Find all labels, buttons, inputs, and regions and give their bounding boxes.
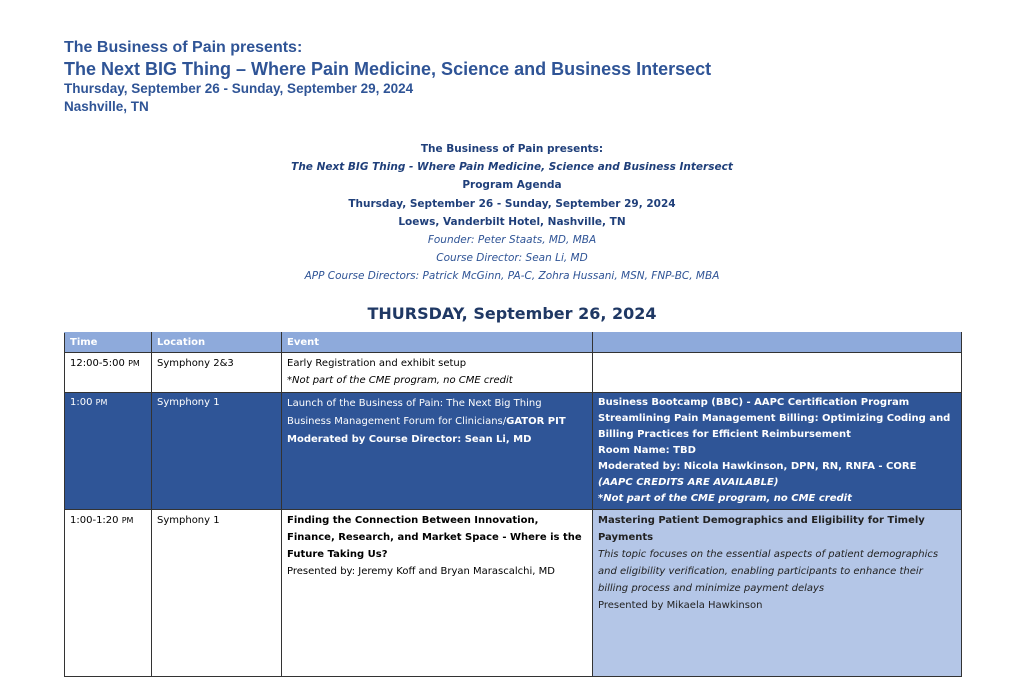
event-title: Launch of the Business of Pain: The Next Big Thing bbox=[287, 398, 542, 409]
header-event: Event bbox=[282, 333, 593, 353]
time-cell bbox=[65, 353, 152, 393]
header-location: Nashville, TN bbox=[64, 99, 149, 114]
document-header bbox=[64, 38, 711, 116]
event-cell bbox=[282, 393, 593, 510]
time-cell bbox=[65, 510, 152, 677]
agenda-dates: Thursday, September 26 - Sunday, September 29, 2024 bbox=[348, 197, 676, 210]
event-line bbox=[287, 413, 587, 431]
side-cell bbox=[593, 393, 962, 510]
event-title: Early Registration and exhibit setup bbox=[287, 358, 467, 369]
side-title: Business Bootcamp (BBC) - AAPC Certification Program Streamlining Pain Management Billing: Optimizing Coding and Billing Practices for Efficient Reimbursement bbox=[598, 397, 951, 440]
event-cell bbox=[282, 353, 593, 393]
side-presenter: Presented by Mikaela Hawkinson bbox=[598, 600, 763, 611]
event-presenters: Presented by: Jeremy Koff and Bryan Marascalchi, MD bbox=[287, 566, 555, 577]
header-location: Location bbox=[152, 333, 282, 353]
ampm-text: PM bbox=[128, 359, 140, 368]
header-time: Time bbox=[65, 333, 152, 353]
event-gator-pit: GATOR PIT bbox=[506, 416, 566, 427]
agenda-course-director: Course Director: Sean Li, MD bbox=[436, 252, 588, 265]
time-text: 1:00-1:20 bbox=[70, 515, 119, 526]
side-moderator: Moderated by: Nicola Hawkinson, DPN, RN, RNFA - CORE bbox=[598, 461, 917, 472]
header-presents: The Business of Pain presents: bbox=[64, 39, 303, 56]
side-cell bbox=[593, 510, 962, 677]
agenda-venue: Loews, Vanderbilt Hotel, Nashville, TN bbox=[398, 215, 626, 228]
event-note: *Not part of the CME program, no CME credit bbox=[287, 375, 513, 386]
time-text: 12:00-5:00 bbox=[70, 358, 125, 369]
agenda-founder: Founder: Peter Staats, MD, MBA bbox=[427, 234, 597, 247]
agenda-table bbox=[64, 332, 962, 677]
agenda-program: Program Agenda bbox=[462, 179, 562, 192]
header-blank bbox=[593, 333, 962, 353]
table-row bbox=[65, 353, 962, 393]
header-dates: Thursday, September 26 - Sunday, September 29, 2024 bbox=[64, 81, 414, 96]
agenda-app-directors: APP Course Directors: Patrick McGinn, PA-C, Zohra Hussani, MSN, FNP-BC, MBA bbox=[304, 270, 720, 283]
table-header-row bbox=[65, 333, 962, 353]
location-cell: Symphony 1 bbox=[152, 510, 282, 677]
table-row bbox=[65, 393, 962, 510]
event-title: Finding the Connection Between Innovation, Finance, Research, and Market Space - Where is the Future Taking Us? bbox=[287, 515, 582, 560]
side-description: This topic focuses on the essential aspects of patient demographics and eligibility verification, enabling participants to enhance their billing process and minimize payment delays bbox=[598, 549, 939, 594]
ampm-text: PM bbox=[95, 398, 108, 407]
location-cell: Symphony 2&3 bbox=[152, 353, 282, 393]
side-room: Room Name: TBD bbox=[598, 445, 696, 456]
agenda-presents: The Business of Pain presents: bbox=[420, 143, 604, 155]
time-cell bbox=[65, 393, 152, 510]
side-cell bbox=[593, 353, 962, 393]
agenda-block bbox=[0, 140, 1024, 286]
event-cell bbox=[282, 510, 593, 677]
side-credits: (AAPC CREDITS ARE AVAILABLE) bbox=[598, 477, 779, 488]
side-note: *Not part of the CME program, no CME credit bbox=[598, 493, 852, 504]
ampm-text: PM bbox=[121, 516, 134, 525]
agenda-title: The Next BIG Thing - Where Pain Medicine, Science and Business Intersect bbox=[291, 161, 733, 174]
table-row bbox=[65, 510, 962, 677]
event-forum: Business Management Forum for Clinicians/ bbox=[287, 416, 507, 427]
header-title: The Next BIG Thing – Where Pain Medicine, Science and Business Intersect bbox=[64, 59, 712, 79]
event-moderator: Moderated by Course Director: Sean Li, MD bbox=[287, 434, 532, 445]
day-heading: THURSDAY, September 26, 2024 bbox=[367, 304, 657, 323]
time-text: 1:00 bbox=[70, 397, 93, 408]
side-title: Mastering Patient Demographics and Eligibility for Timely Payments bbox=[598, 515, 925, 543]
location-cell: Symphony 1 bbox=[152, 393, 282, 510]
